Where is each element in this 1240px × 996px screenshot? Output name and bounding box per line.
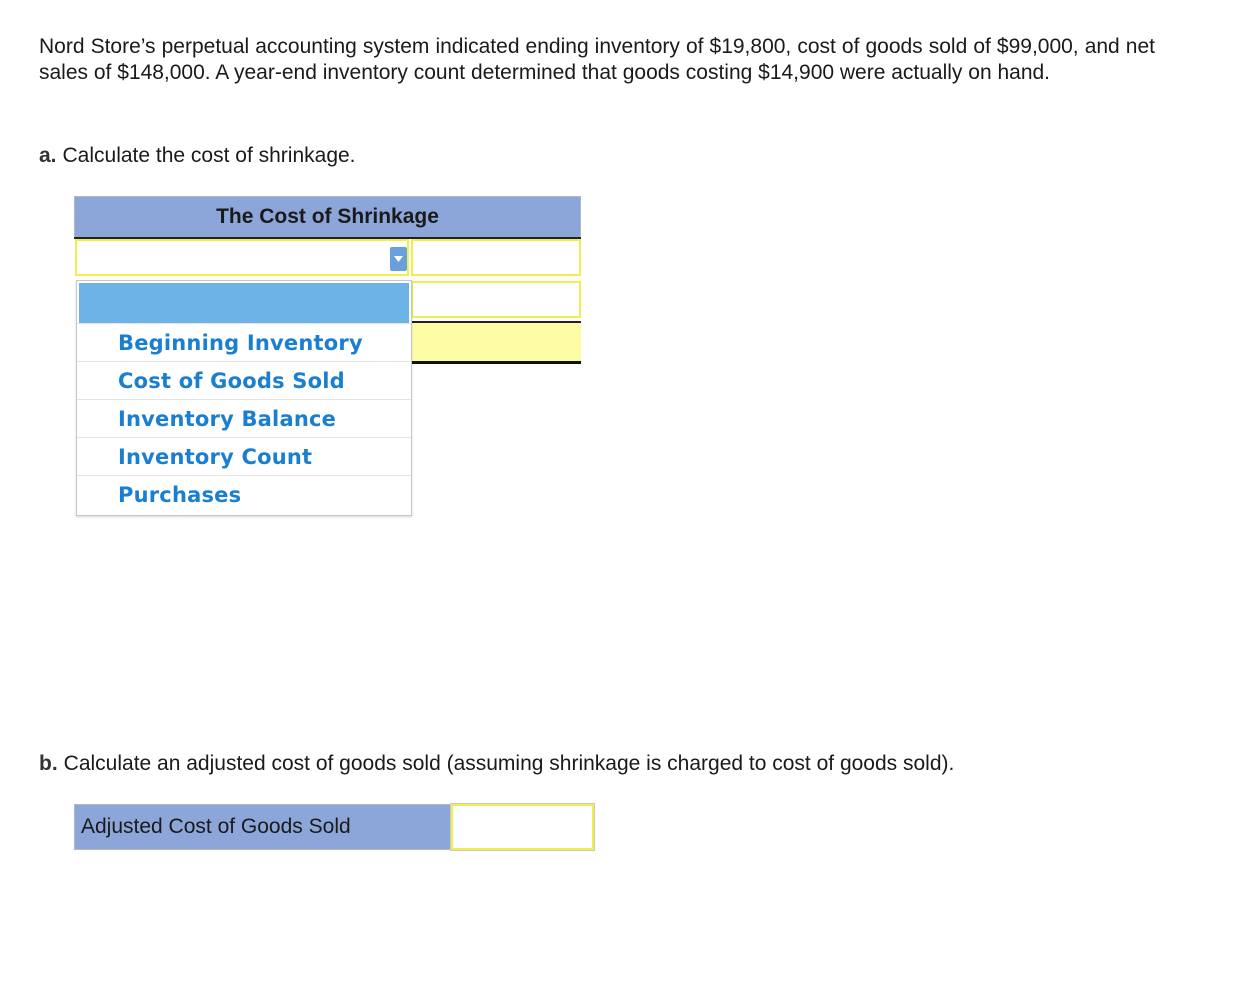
dropdown-highlighted-blank-option[interactable] (79, 283, 409, 323)
total-underline (411, 361, 581, 364)
shrinkage-total-cell (411, 323, 581, 361)
row2-amount-input[interactable] (411, 281, 581, 318)
part-a-prompt (39, 143, 356, 169)
part-b-letter: b. (39, 752, 58, 775)
problem-statement: Nord Store’s perpetual accounting system indicated ending inventory of $19,800, cost of goods sold of $99,000, and net sales of $148,000. A year-end inventory count determined that goods costing $14,900 were actually on hand. (39, 35, 1155, 84)
part-a-text: Calculate the cost of shrinkage. (62, 144, 356, 167)
dropdown-option-cost-of-goods-sold[interactable]: Cost of Goods Sold (77, 361, 411, 399)
part-a-letter: a. (39, 144, 57, 167)
row1-account-select[interactable] (75, 239, 409, 276)
dropdown-option-purchases[interactable]: Purchases (77, 475, 411, 513)
dropdown-option-inventory-count[interactable]: Inventory Count (77, 437, 411, 475)
adjusted-cogs-input[interactable] (451, 804, 594, 850)
shrinkage-table-header: The Cost of Shrinkage (74, 196, 581, 238)
dropdown-option-beginning-inventory[interactable]: Beginning Inventory (77, 323, 411, 361)
adjusted-cogs-label: Adjusted Cost of Goods Sold (74, 804, 451, 850)
adjusted-cogs-row (74, 804, 594, 850)
row1-amount-input[interactable] (411, 239, 581, 276)
dropdown-option-inventory-balance[interactable]: Inventory Balance (77, 399, 411, 437)
part-b-text: Calculate an adjusted cost of goods sold (assuming shrinkage is charged to cost of goods sold). (63, 752, 955, 775)
chevron-down-icon[interactable] (390, 247, 407, 271)
account-dropdown-list (76, 280, 412, 516)
part-b-prompt (39, 751, 954, 777)
